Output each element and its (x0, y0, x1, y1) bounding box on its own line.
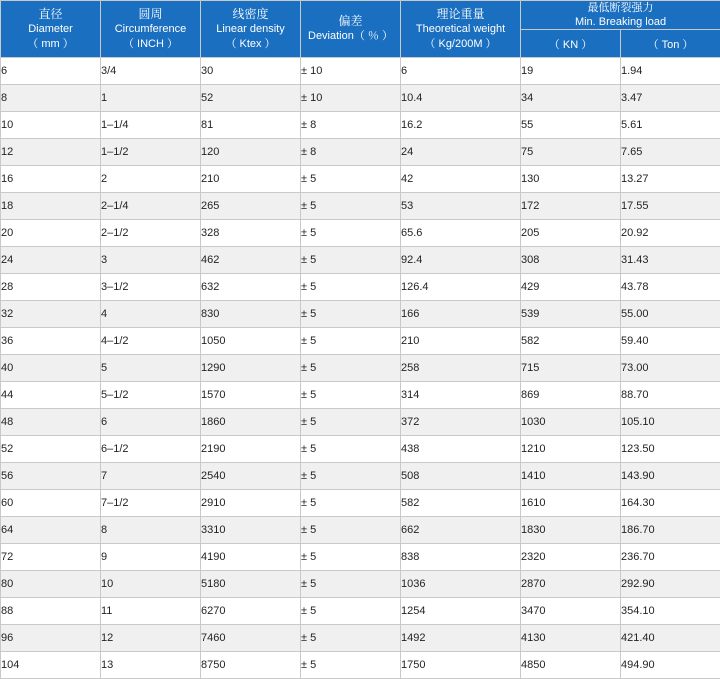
cell-linear-density: 2910 (201, 490, 301, 517)
header-linear-density-en: Linear density (201, 22, 300, 37)
header-deviation-en: Deviation（ ％ ） (301, 29, 400, 44)
cell-breaking-load-ton: 236.70 (621, 544, 720, 571)
table-row (1, 517, 720, 544)
cell-linear-density: 2540 (201, 463, 301, 490)
cell-deviation: ± 5 (301, 355, 401, 382)
cell-breaking-load-kn: 1210 (521, 436, 621, 463)
cell-linear-density: 210 (201, 166, 301, 193)
cell-breaking-load-ton: 31.43 (621, 247, 720, 274)
cell-breaking-load-ton: 186.70 (621, 517, 720, 544)
cell-linear-density: 830 (201, 301, 301, 328)
cell-circumference: 6–1/2 (101, 436, 201, 463)
cell-deviation: ± 5 (301, 274, 401, 301)
cell-deviation: ± 5 (301, 193, 401, 220)
cell-breaking-load-ton: 354.10 (621, 598, 720, 625)
header-linear-density-unit: （ Ktex ） (201, 37, 300, 52)
cell-breaking-load-ton: 13.27 (621, 166, 720, 193)
table-row (1, 220, 720, 247)
cell-circumference: 2–1/2 (101, 220, 201, 247)
cell-breaking-load-kn: 130 (521, 166, 621, 193)
cell-linear-density: 4190 (201, 544, 301, 571)
cell-theoretical-weight: 508 (401, 463, 521, 490)
cell-theoretical-weight: 65.6 (401, 220, 521, 247)
table-header (1, 1, 720, 58)
cell-breaking-load-kn: 1030 (521, 409, 621, 436)
cell-breaking-load-kn: 4130 (521, 625, 621, 652)
cell-breaking-load-ton: 105.10 (621, 409, 720, 436)
cell-linear-density: 3310 (201, 517, 301, 544)
cell-diameter: 10 (1, 112, 101, 139)
cell-theoretical-weight: 1254 (401, 598, 521, 625)
cell-circumference: 5 (101, 355, 201, 382)
cell-deviation: ± 5 (301, 328, 401, 355)
cell-theoretical-weight: 438 (401, 436, 521, 463)
cell-deviation: ± 5 (301, 166, 401, 193)
cell-breaking-load-ton: 494.90 (621, 652, 720, 679)
cell-diameter: 18 (1, 193, 101, 220)
header-linear-density-cn: 线密度 (201, 7, 300, 22)
cell-diameter: 8 (1, 85, 101, 112)
header-diameter (1, 1, 101, 58)
cell-deviation: ± 5 (301, 382, 401, 409)
cell-diameter: 72 (1, 544, 101, 571)
cell-diameter: 56 (1, 463, 101, 490)
table-row (1, 247, 720, 274)
cell-deviation: ± 5 (301, 544, 401, 571)
cell-breaking-load-ton: 123.50 (621, 436, 720, 463)
cell-diameter: 80 (1, 571, 101, 598)
header-theoretical-weight-en: Theoretical weight (401, 22, 520, 37)
cell-linear-density: 6270 (201, 598, 301, 625)
cell-diameter: 16 (1, 166, 101, 193)
header-theoretical-weight-cn: 理论重量 (401, 7, 520, 22)
table-row (1, 571, 720, 598)
cell-circumference: 7–1/2 (101, 490, 201, 517)
table-row (1, 598, 720, 625)
cell-linear-density: 328 (201, 220, 301, 247)
cell-theoretical-weight: 6 (401, 58, 521, 85)
cell-diameter: 52 (1, 436, 101, 463)
cell-linear-density: 81 (201, 112, 301, 139)
cell-deviation: ± 10 (301, 58, 401, 85)
cell-linear-density: 52 (201, 85, 301, 112)
cell-breaking-load-ton: 43.78 (621, 274, 720, 301)
cell-breaking-load-kn: 75 (521, 139, 621, 166)
cell-diameter: 48 (1, 409, 101, 436)
header-breaking-load-group (521, 1, 720, 30)
cell-circumference: 6 (101, 409, 201, 436)
table-row (1, 85, 720, 112)
cell-theoretical-weight: 92.4 (401, 247, 521, 274)
header-row-main (1, 1, 720, 30)
cell-circumference: 5–1/2 (101, 382, 201, 409)
cell-deviation: ± 5 (301, 598, 401, 625)
cell-diameter: 6 (1, 58, 101, 85)
header-circumference-en: Circumference (101, 22, 200, 37)
header-diameter-unit: （ mm ） (1, 37, 100, 52)
cell-circumference: 4–1/2 (101, 328, 201, 355)
header-breaking-load-cn: 最低断裂强力 (521, 1, 720, 15)
table-row (1, 625, 720, 652)
header-theoretical-weight (401, 1, 521, 58)
cell-circumference: 3 (101, 247, 201, 274)
cell-breaking-load-ton: 73.00 (621, 355, 720, 382)
cell-breaking-load-kn: 582 (521, 328, 621, 355)
cell-theoretical-weight: 662 (401, 517, 521, 544)
header-deviation-cn: 偏差 (301, 14, 400, 29)
cell-breaking-load-kn: 1830 (521, 517, 621, 544)
cell-theoretical-weight: 1492 (401, 625, 521, 652)
cell-circumference: 9 (101, 544, 201, 571)
cell-breaking-load-kn: 429 (521, 274, 621, 301)
cell-theoretical-weight: 314 (401, 382, 521, 409)
cell-diameter: 36 (1, 328, 101, 355)
cell-diameter: 12 (1, 139, 101, 166)
cell-linear-density: 1050 (201, 328, 301, 355)
cell-breaking-load-ton: 1.94 (621, 58, 720, 85)
cell-breaking-load-ton: 5.61 (621, 112, 720, 139)
cell-circumference: 11 (101, 598, 201, 625)
table-row (1, 544, 720, 571)
cell-deviation: ± 8 (301, 112, 401, 139)
cell-circumference: 12 (101, 625, 201, 652)
cell-linear-density: 120 (201, 139, 301, 166)
table-row (1, 301, 720, 328)
table-row (1, 58, 720, 85)
cell-theoretical-weight: 42 (401, 166, 521, 193)
cell-linear-density: 2190 (201, 436, 301, 463)
cell-deviation: ± 5 (301, 220, 401, 247)
cell-diameter: 20 (1, 220, 101, 247)
cell-theoretical-weight: 1750 (401, 652, 521, 679)
header-deviation (301, 1, 401, 58)
cell-breaking-load-ton: 7.65 (621, 139, 720, 166)
cell-deviation: ± 5 (301, 571, 401, 598)
header-linear-density (201, 1, 301, 58)
header-theoretical-weight-unit: （ Kg/200M ） (401, 37, 520, 52)
cell-breaking-load-kn: 2320 (521, 544, 621, 571)
cell-theoretical-weight: 24 (401, 139, 521, 166)
table-row (1, 490, 720, 517)
cell-breaking-load-ton: 55.00 (621, 301, 720, 328)
cell-breaking-load-ton: 421.40 (621, 625, 720, 652)
table-row (1, 139, 720, 166)
cell-diameter: 28 (1, 274, 101, 301)
cell-theoretical-weight: 1036 (401, 571, 521, 598)
table-row (1, 652, 720, 679)
cell-breaking-load-kn: 2870 (521, 571, 621, 598)
cell-breaking-load-ton: 59.40 (621, 328, 720, 355)
cell-breaking-load-kn: 55 (521, 112, 621, 139)
cell-breaking-load-kn: 4850 (521, 652, 621, 679)
cell-deviation: ± 5 (301, 517, 401, 544)
cell-theoretical-weight: 10.4 (401, 85, 521, 112)
cell-diameter: 64 (1, 517, 101, 544)
cell-breaking-load-kn: 19 (521, 58, 621, 85)
cell-breaking-load-ton: 88.70 (621, 382, 720, 409)
cell-diameter: 96 (1, 625, 101, 652)
cell-breaking-load-ton: 17.55 (621, 193, 720, 220)
table-row (1, 409, 720, 436)
cell-circumference: 2 (101, 166, 201, 193)
table-row (1, 274, 720, 301)
cell-circumference: 1–1/2 (101, 139, 201, 166)
cell-circumference: 13 (101, 652, 201, 679)
table-body (1, 58, 720, 679)
cell-circumference: 3–1/2 (101, 274, 201, 301)
cell-breaking-load-ton: 164.30 (621, 490, 720, 517)
cell-diameter: 32 (1, 301, 101, 328)
cell-breaking-load-kn: 172 (521, 193, 621, 220)
cell-theoretical-weight: 16.2 (401, 112, 521, 139)
cell-theoretical-weight: 210 (401, 328, 521, 355)
cell-breaking-load-kn: 1410 (521, 463, 621, 490)
cell-theoretical-weight: 258 (401, 355, 521, 382)
cell-theoretical-weight: 838 (401, 544, 521, 571)
cell-circumference: 7 (101, 463, 201, 490)
cell-breaking-load-kn: 3470 (521, 598, 621, 625)
table-row (1, 193, 720, 220)
cell-breaking-load-ton: 3.47 (621, 85, 720, 112)
cell-circumference: 1–1/4 (101, 112, 201, 139)
cell-diameter: 44 (1, 382, 101, 409)
cell-linear-density: 5180 (201, 571, 301, 598)
cell-deviation: ± 5 (301, 652, 401, 679)
cell-circumference: 4 (101, 301, 201, 328)
cell-deviation: ± 5 (301, 247, 401, 274)
cell-linear-density: 265 (201, 193, 301, 220)
cell-deviation: ± 5 (301, 625, 401, 652)
cell-linear-density: 1570 (201, 382, 301, 409)
cell-theoretical-weight: 582 (401, 490, 521, 517)
cell-circumference: 10 (101, 571, 201, 598)
cell-circumference: 3/4 (101, 58, 201, 85)
header-circumference-cn: 圆周 (101, 7, 200, 22)
cell-breaking-load-kn: 715 (521, 355, 621, 382)
table-row (1, 112, 720, 139)
cell-circumference: 8 (101, 517, 201, 544)
header-breaking-load-kn: （ KN ） (521, 30, 621, 58)
cell-linear-density: 1860 (201, 409, 301, 436)
cell-linear-density: 8750 (201, 652, 301, 679)
cell-deviation: ± 10 (301, 85, 401, 112)
table-row (1, 436, 720, 463)
cell-linear-density: 462 (201, 247, 301, 274)
cell-linear-density: 1290 (201, 355, 301, 382)
table-row (1, 382, 720, 409)
cell-theoretical-weight: 53 (401, 193, 521, 220)
header-circumference-unit: （ INCH ） (101, 37, 200, 52)
header-breaking-load-ton: （ Ton ） (621, 30, 720, 58)
cell-theoretical-weight: 126.4 (401, 274, 521, 301)
cell-linear-density: 7460 (201, 625, 301, 652)
cell-breaking-load-ton: 20.92 (621, 220, 720, 247)
cell-breaking-load-kn: 539 (521, 301, 621, 328)
table-row (1, 166, 720, 193)
cell-deviation: ± 5 (301, 490, 401, 517)
cell-deviation: ± 8 (301, 139, 401, 166)
header-circumference (101, 1, 201, 58)
cell-diameter: 104 (1, 652, 101, 679)
cell-breaking-load-kn: 869 (521, 382, 621, 409)
cell-diameter: 24 (1, 247, 101, 274)
cell-breaking-load-kn: 308 (521, 247, 621, 274)
cell-diameter: 88 (1, 598, 101, 625)
cell-breaking-load-kn: 34 (521, 85, 621, 112)
header-diameter-en: Diameter (1, 22, 100, 37)
cell-breaking-load-ton: 143.90 (621, 463, 720, 490)
cell-breaking-load-kn: 1610 (521, 490, 621, 517)
cell-deviation: ± 5 (301, 463, 401, 490)
cell-breaking-load-ton: 292.90 (621, 571, 720, 598)
cell-theoretical-weight: 166 (401, 301, 521, 328)
header-breaking-load-en: Min. Breaking load (521, 15, 720, 29)
cell-breaking-load-kn: 205 (521, 220, 621, 247)
cell-linear-density: 30 (201, 58, 301, 85)
cell-theoretical-weight: 372 (401, 409, 521, 436)
table-row (1, 328, 720, 355)
cell-deviation: ± 5 (301, 301, 401, 328)
table-row (1, 355, 720, 382)
cell-circumference: 1 (101, 85, 201, 112)
header-diameter-cn: 直径 (1, 7, 100, 22)
cell-circumference: 2–1/4 (101, 193, 201, 220)
cell-deviation: ± 5 (301, 409, 401, 436)
cell-linear-density: 632 (201, 274, 301, 301)
cell-diameter: 60 (1, 490, 101, 517)
cell-deviation: ± 5 (301, 436, 401, 463)
cell-diameter: 40 (1, 355, 101, 382)
table-row (1, 463, 720, 490)
